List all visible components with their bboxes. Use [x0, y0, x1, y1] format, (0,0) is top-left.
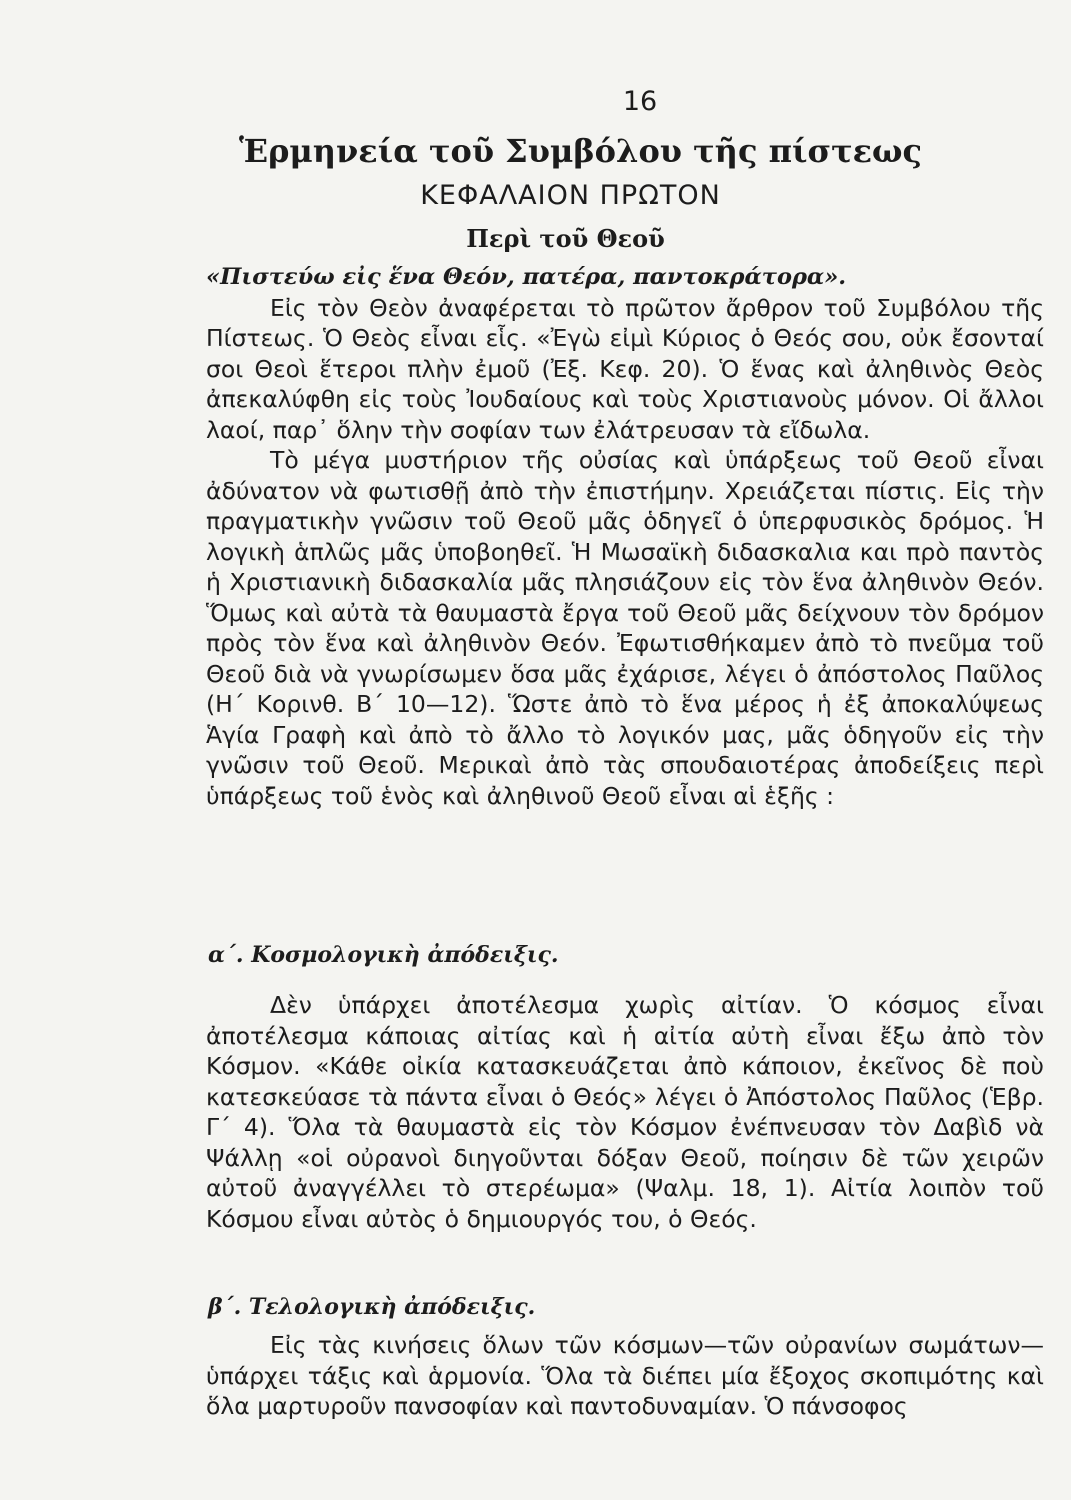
section-text [206, 1330, 1044, 1422]
paragraph: Εἰς τὸν Θεὸν ἀναφέρεται τὸ πρῶτον ἄρθρον τοῦ Συμβόλου τῆς Πίστεως. Ὁ Θεὸς εἶναι εἷς. «Ἐγὼ εἰμὶ Κύριος ὁ Θεός σου, οὐκ ἔσονταί σοι Θεοὶ ἕτεροι πλὴν ἐμοῦ (Ἐξ. Κεφ. 20). Ὁ ἕνας καὶ ἀληθινὸς Θεὸς ἀπεκαλύφθη εἰς τοὺς Ἰουδαίους καὶ τοὺς Χριστιανοὺς μόνον. Οἱ ἄλλοι λαοί, παρ᾽ ὅλην τὴν σοφίαν των ἐλάτρευσαν τὰ εἴδωλα. [206, 293, 1044, 444]
intro-text [206, 262, 1044, 811]
creed-quote: «Πιστεύω εἰς ἕνα Θεόν, πατέρα, παντοκράτορα». [206, 264, 847, 290]
section-heading: β΄. Τελολογικὴ ἀπόδειξις. [208, 1294, 536, 1320]
page-title: Ἑρμηνεία τοῦ Συμβόλου τῆς πίστεως [239, 132, 922, 170]
paragraph: Δὲν ὑπάρχει ἀποτέλεσμα χωρὶς αἰτίαν. Ὁ κόσμος εἶναι ἀποτέλεσμα κάποιας αἰτίας καὶ ἡ αἰτία αὐτὴ εἶναι ἔξω ἀπὸ τὸν Κόσμον. «Κάθε οἰκία κατασκευάζεται ἀπὸ κάποιον, ἐκεῖνος δὲ ποὺ κατεσκεύασε τὰ πάντα εἶναι ὁ Θεός» λέγει ὁ Ἀπόστολος Παῦλος (Ἑβρ. Γ΄ 4). Ὅλα τὰ θαυμαστὰ εἰς τὸν Κόσμον ἐνέπνευσαν τὸν Δαβὶδ νὰ Ψάλλῃ «οἱ οὐρανοὶ διηγοῦνται δόξαν Θεοῦ, ποίησιν δὲ τῶν χειρῶν αὐτοῦ ἀναγγέλλει τὸ στερέωμα» (Ψαλμ. 18, 1). Αἰτία λοιπὸν τοῦ Κόσμου εἶναι αὐτὸς ὁ δημιουργός του, ὁ Θεός. [206, 991, 1044, 1233]
page-number: 16 [622, 86, 658, 117]
section-text [206, 990, 1044, 1234]
paragraph: Τὸ μέγα μυστήριον τῆς οὐσίας καὶ ὑπάρξεως τοῦ Θεοῦ εἶναι ἀδύνατον νὰ φωτισθῇ ἀπὸ τὴν ἐπιστήμην. Χρειάζεται πίστις. Εἰς τὴν πραγματικὴν γνῶσιν τοῦ Θεοῦ μᾶς ὁδηγεῖ ὁ ὑπερφυσικὸς δρόμος. Ἡ λογικὴ ἁπλῶς μᾶς ὑποβοηθεῖ. Ἡ Μωσαϊκὴ διδασκαλια και πρὸ παντὸς ἡ Χριστιανικὴ διδασκαλία μᾶς πλησιάζουν εἰς τὸν ἕνα ἀληθινὸν Θεόν. Ὅμως καὶ αὐτὰ τὰ θαυμαστὰ ἔργα τοῦ Θεοῦ μᾶς δείχνουν τὸν δρόμον πρὸς τὸν ἕνα καὶ ἀληθινὸν Θεόν. Ἐφωτισθήκαμεν ἀπὸ τὸ πνεῦμα τοῦ Θεοῦ διὰ νὰ γνωρίσωμεν ὅσα μᾶς ἐχάρισε, λέγει ὁ ἀπόστολος Παῦλος (Η΄ Κορινθ. Β΄ 10—12). Ὥστε ἀπὸ τὸ ἕνα μέρος ἡ ἐξ ἀποκαλύψεως Ἁγία Γραφὴ καὶ ἀπὸ τὸ ἄλλο τὸ λογικόν μας, μᾶς ὁδηγοῦν εἰς τὴν γνῶσιν τοῦ Θεοῦ. Μερικαὶ ἀπὸ τὰς σπουδαιοτέρας ἀποδείξεις περὶ ὑπάρξεως τοῦ ἑνὸς καὶ ἀληθινοῦ Θεοῦ εἶναι αἱ ἑξῆς : [206, 446, 1044, 810]
chapter-heading: ΚΕΦΑΛΑΙΟΝ ΠΡΩΤΟΝ [420, 180, 721, 211]
chapter-subtitle: Περὶ τοῦ Θεοῦ [466, 224, 665, 253]
paragraph: Εἰς τὰς κινήσεις ὅλων τῶν κόσμων—τῶν οὐρανίων σωμάτων—ὑπάρχει τάξις καὶ ἁρμονία. Ὅλα τὰ διέπει μία ἔξοχος σκοπιμότης καὶ ὅλα μαρτυροῦν πανσοφίαν καὶ παντοδυναμίαν. Ὁ πάνσοφος [206, 1331, 1044, 1420]
section-heading: α΄. Κοσμολογικὴ ἀπόδειξις. [208, 942, 559, 968]
